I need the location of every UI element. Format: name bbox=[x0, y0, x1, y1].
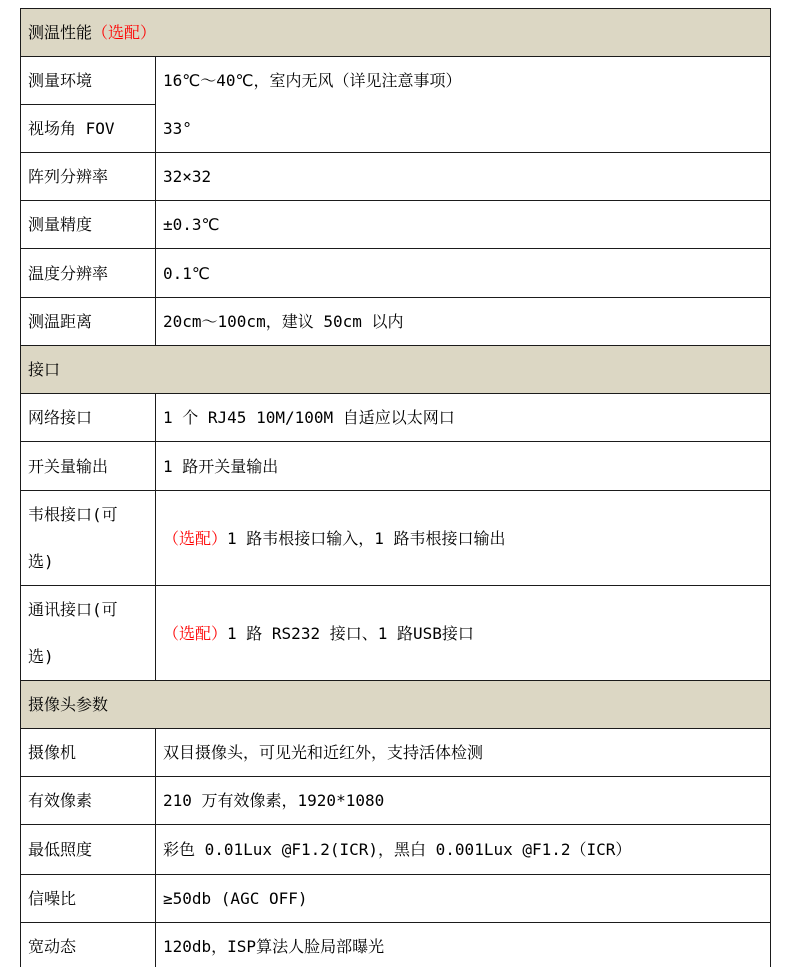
row-value: 0.1℃ bbox=[156, 249, 771, 298]
section-header-thermal-performance bbox=[21, 9, 771, 57]
section-title: 测温性能 bbox=[28, 23, 93, 42]
row-switch-output bbox=[21, 442, 771, 491]
row-label: 视场角 FOV bbox=[21, 105, 156, 153]
row-wiegand-interface bbox=[21, 491, 771, 586]
row-array-resolution bbox=[21, 153, 771, 201]
row-value: 33° bbox=[156, 105, 771, 153]
row-label: 测温距离 bbox=[21, 298, 156, 346]
row-label: 摄像机 bbox=[21, 729, 156, 777]
row-camera bbox=[21, 729, 771, 777]
row-wide-dynamic-range bbox=[21, 923, 771, 967]
section-header-cell bbox=[21, 346, 771, 394]
row-value-text: 1 路韦根接口输入，1 路韦根接口输出 bbox=[227, 528, 506, 548]
row-value: 120db，ISP算法人脸局部曝光 bbox=[156, 923, 771, 967]
row-label: 网络接口 bbox=[21, 394, 156, 442]
row-label: 测量环境 bbox=[21, 57, 156, 105]
row-value: ≥50db (AGC OFF) bbox=[156, 875, 771, 923]
row-value: 彩色 0.01Lux @F1.2(ICR)，黑白 0.001Lux @F1.2（ICR） bbox=[156, 825, 771, 875]
row-signal-noise-ratio bbox=[21, 875, 771, 923]
section-header-cell bbox=[21, 9, 771, 57]
row-effective-pixels bbox=[21, 777, 771, 825]
row-label: 信噪比 bbox=[21, 875, 156, 923]
row-value: 1 个 RJ45 10M/100M 自适应以太网口 bbox=[156, 394, 771, 442]
section-title: 摄像头参数 bbox=[28, 695, 109, 714]
section-header-interfaces bbox=[21, 346, 771, 394]
row-label: 开关量输出 bbox=[21, 442, 156, 491]
row-value: 16℃～40℃，室内无风（详见注意事项） bbox=[156, 57, 771, 105]
row-fov bbox=[21, 105, 771, 153]
section-title: 接口 bbox=[28, 360, 61, 379]
row-value: 双目摄像头，可见光和近红外，支持活体检测 bbox=[156, 729, 771, 777]
row-label: 宽动态 bbox=[21, 923, 156, 967]
section-header-cell bbox=[21, 681, 771, 729]
row-value bbox=[156, 586, 771, 681]
row-network-interface bbox=[21, 394, 771, 442]
row-communication-interface bbox=[21, 586, 771, 681]
spec-table bbox=[20, 8, 771, 967]
row-minimum-illumination bbox=[21, 825, 771, 875]
optional-tag: （选配） bbox=[92, 23, 157, 42]
row-label: 有效像素 bbox=[21, 777, 156, 825]
row-label: 通讯接口(可选) bbox=[21, 586, 156, 681]
row-measurement-accuracy bbox=[21, 201, 771, 249]
optional-tag: （选配） bbox=[163, 528, 228, 548]
row-measurement-environment bbox=[21, 57, 771, 105]
row-label: 温度分辨率 bbox=[21, 249, 156, 298]
optional-tag: （选配） bbox=[163, 623, 228, 643]
row-value bbox=[156, 491, 771, 586]
row-value: 1 路开关量输出 bbox=[156, 442, 771, 491]
row-label: 阵列分辨率 bbox=[21, 153, 156, 201]
row-measuring-distance bbox=[21, 298, 771, 346]
section-header-camera-parameters bbox=[21, 681, 771, 729]
row-value: 32×32 bbox=[156, 153, 771, 201]
row-temperature-resolution bbox=[21, 249, 771, 298]
row-value-text: 1 路 RS232 接口、1 路USB接口 bbox=[227, 623, 474, 643]
row-label: 韦根接口(可选) bbox=[21, 491, 156, 586]
row-label: 测量精度 bbox=[21, 201, 156, 249]
row-label: 最低照度 bbox=[21, 825, 156, 875]
row-value: 210 万有效像素，1920*1080 bbox=[156, 777, 771, 825]
row-value: ±0.3℃ bbox=[156, 201, 771, 249]
row-value: 20cm～100cm，建议 50cm 以内 bbox=[156, 298, 771, 346]
